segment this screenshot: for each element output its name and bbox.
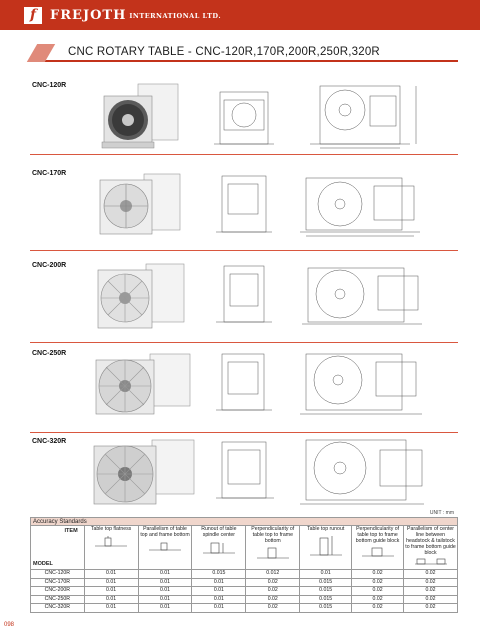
accuracy-body	[31, 570, 458, 613]
table-cell: 0.015	[192, 570, 246, 579]
table-cell: 0.01	[138, 595, 192, 604]
model-label: CNC-320R	[32, 438, 67, 445]
page-title: CNC ROTARY TABLE - CNC-120R,170R,200R,250R,320R	[68, 46, 380, 58]
title-bar	[30, 44, 458, 62]
product-photo	[92, 350, 202, 420]
test-diagram-icon	[145, 540, 185, 552]
table-row	[31, 578, 458, 587]
column-header-text: Parallelism of center line between headstock & tailstock to frame bottom guide block	[405, 526, 456, 556]
table-cell: 0.02	[246, 578, 300, 587]
column-header	[352, 526, 404, 570]
column-header-text: Parallelism of table top and frame bottom	[140, 526, 190, 538]
technical-drawing	[210, 82, 458, 152]
column-header	[84, 526, 138, 570]
test-diagram-icon	[91, 534, 131, 550]
product-photo	[92, 438, 202, 508]
technical-drawing	[210, 262, 458, 332]
test-diagram-icon	[358, 546, 398, 558]
model-label-header: MODEL	[33, 561, 53, 567]
table-row	[31, 604, 458, 613]
product-photo	[92, 170, 202, 240]
model-label: CNC-200R	[32, 262, 67, 269]
column-header	[246, 526, 300, 570]
item-model-header	[31, 526, 85, 570]
table-cell: 0.02	[352, 587, 404, 596]
title-accent	[27, 44, 55, 62]
brand-name-text: FREJOTH	[50, 8, 127, 23]
table-cell: 0.02	[352, 595, 404, 604]
table-cell: 0.015	[300, 595, 352, 604]
model-label: CNC-250R	[32, 350, 67, 357]
brand-name	[50, 8, 221, 23]
table-cell: 0.01	[138, 604, 192, 613]
accuracy-table	[30, 517, 458, 613]
table-cell: 0.01	[192, 595, 246, 604]
product-photo	[92, 82, 202, 152]
page-number: 098	[4, 622, 15, 628]
technical-drawing	[210, 350, 458, 420]
table-cell: 0.02	[352, 604, 404, 613]
table-cell: 0.02	[404, 595, 458, 604]
table-cell: 0.01	[84, 578, 138, 587]
table-cell: 0.02	[352, 578, 404, 587]
section-divider	[30, 154, 458, 155]
column-header-text: Table top runout	[307, 526, 345, 532]
table-cell: 0.01	[300, 570, 352, 579]
test-diagram-icon	[253, 546, 293, 560]
table-cell: 0.02	[352, 570, 404, 579]
table-row	[31, 587, 458, 596]
product-photo	[92, 262, 202, 332]
table-cell: 0.02	[404, 578, 458, 587]
model-label: CNC-120R	[32, 82, 67, 89]
row-model: CNC-200R	[31, 587, 85, 596]
test-diagram-icon	[411, 558, 451, 566]
table-cell: 0.01	[138, 587, 192, 596]
test-diagram-icon	[306, 534, 346, 558]
table-cell: 0.012	[246, 570, 300, 579]
row-model: CNC-170R	[31, 578, 85, 587]
table-cell: 0.01	[138, 578, 192, 587]
table-cell: 0.015	[300, 578, 352, 587]
table-cell: 0.015	[300, 587, 352, 596]
row-model: CNC-250R	[31, 595, 85, 604]
table-cell: 0.01	[84, 595, 138, 604]
accuracy-header-row	[31, 526, 458, 570]
technical-drawing	[210, 170, 458, 240]
brand-suffix: INTERNATIONAL LTD.	[129, 12, 222, 20]
column-header-text: Runout of table spindle center	[201, 526, 237, 538]
table-cell: 0.015	[300, 604, 352, 613]
table-cell: 0.01	[192, 604, 246, 613]
section-divider	[30, 250, 458, 251]
test-diagram-icon	[199, 540, 239, 556]
table-cell: 0.01	[84, 570, 138, 579]
table-cell: 0.01	[192, 587, 246, 596]
table-cell: 0.02	[404, 587, 458, 596]
column-header	[404, 526, 458, 570]
unit-label: UNIT : mm	[429, 510, 454, 516]
brand-logo: f	[24, 7, 42, 24]
table-row	[31, 570, 458, 579]
table-cell: 0.02	[246, 595, 300, 604]
row-model: CNC-320R	[31, 604, 85, 613]
column-header	[138, 526, 192, 570]
table-cell: 0.02	[246, 587, 300, 596]
column-header-text: Perpendicularity of table top to frame bottom guide block	[355, 526, 400, 544]
column-header	[300, 526, 352, 570]
technical-drawing	[210, 438, 458, 508]
column-header-text: Table top flatness	[90, 526, 132, 532]
table-row	[31, 595, 458, 604]
section-divider	[30, 342, 458, 343]
table-cell: 0.02	[404, 570, 458, 579]
model-label: CNC-170R	[32, 170, 67, 177]
accuracy-title: Accuracy Standards	[31, 518, 458, 526]
table-cell: 0.01	[84, 587, 138, 596]
header-bar	[0, 0, 480, 30]
section-divider	[30, 432, 458, 433]
table-cell: 0.02	[404, 604, 458, 613]
item-label: ITEM	[64, 528, 78, 534]
row-model: CNC-120R	[31, 570, 85, 579]
table-cell: 0.01	[138, 570, 192, 579]
column-header-text: Perpendicularity of table top to frame bottom	[251, 526, 295, 544]
table-cell: 0.01	[192, 578, 246, 587]
table-cell: 0.01	[84, 604, 138, 613]
table-cell: 0.02	[246, 604, 300, 613]
column-header	[192, 526, 246, 570]
